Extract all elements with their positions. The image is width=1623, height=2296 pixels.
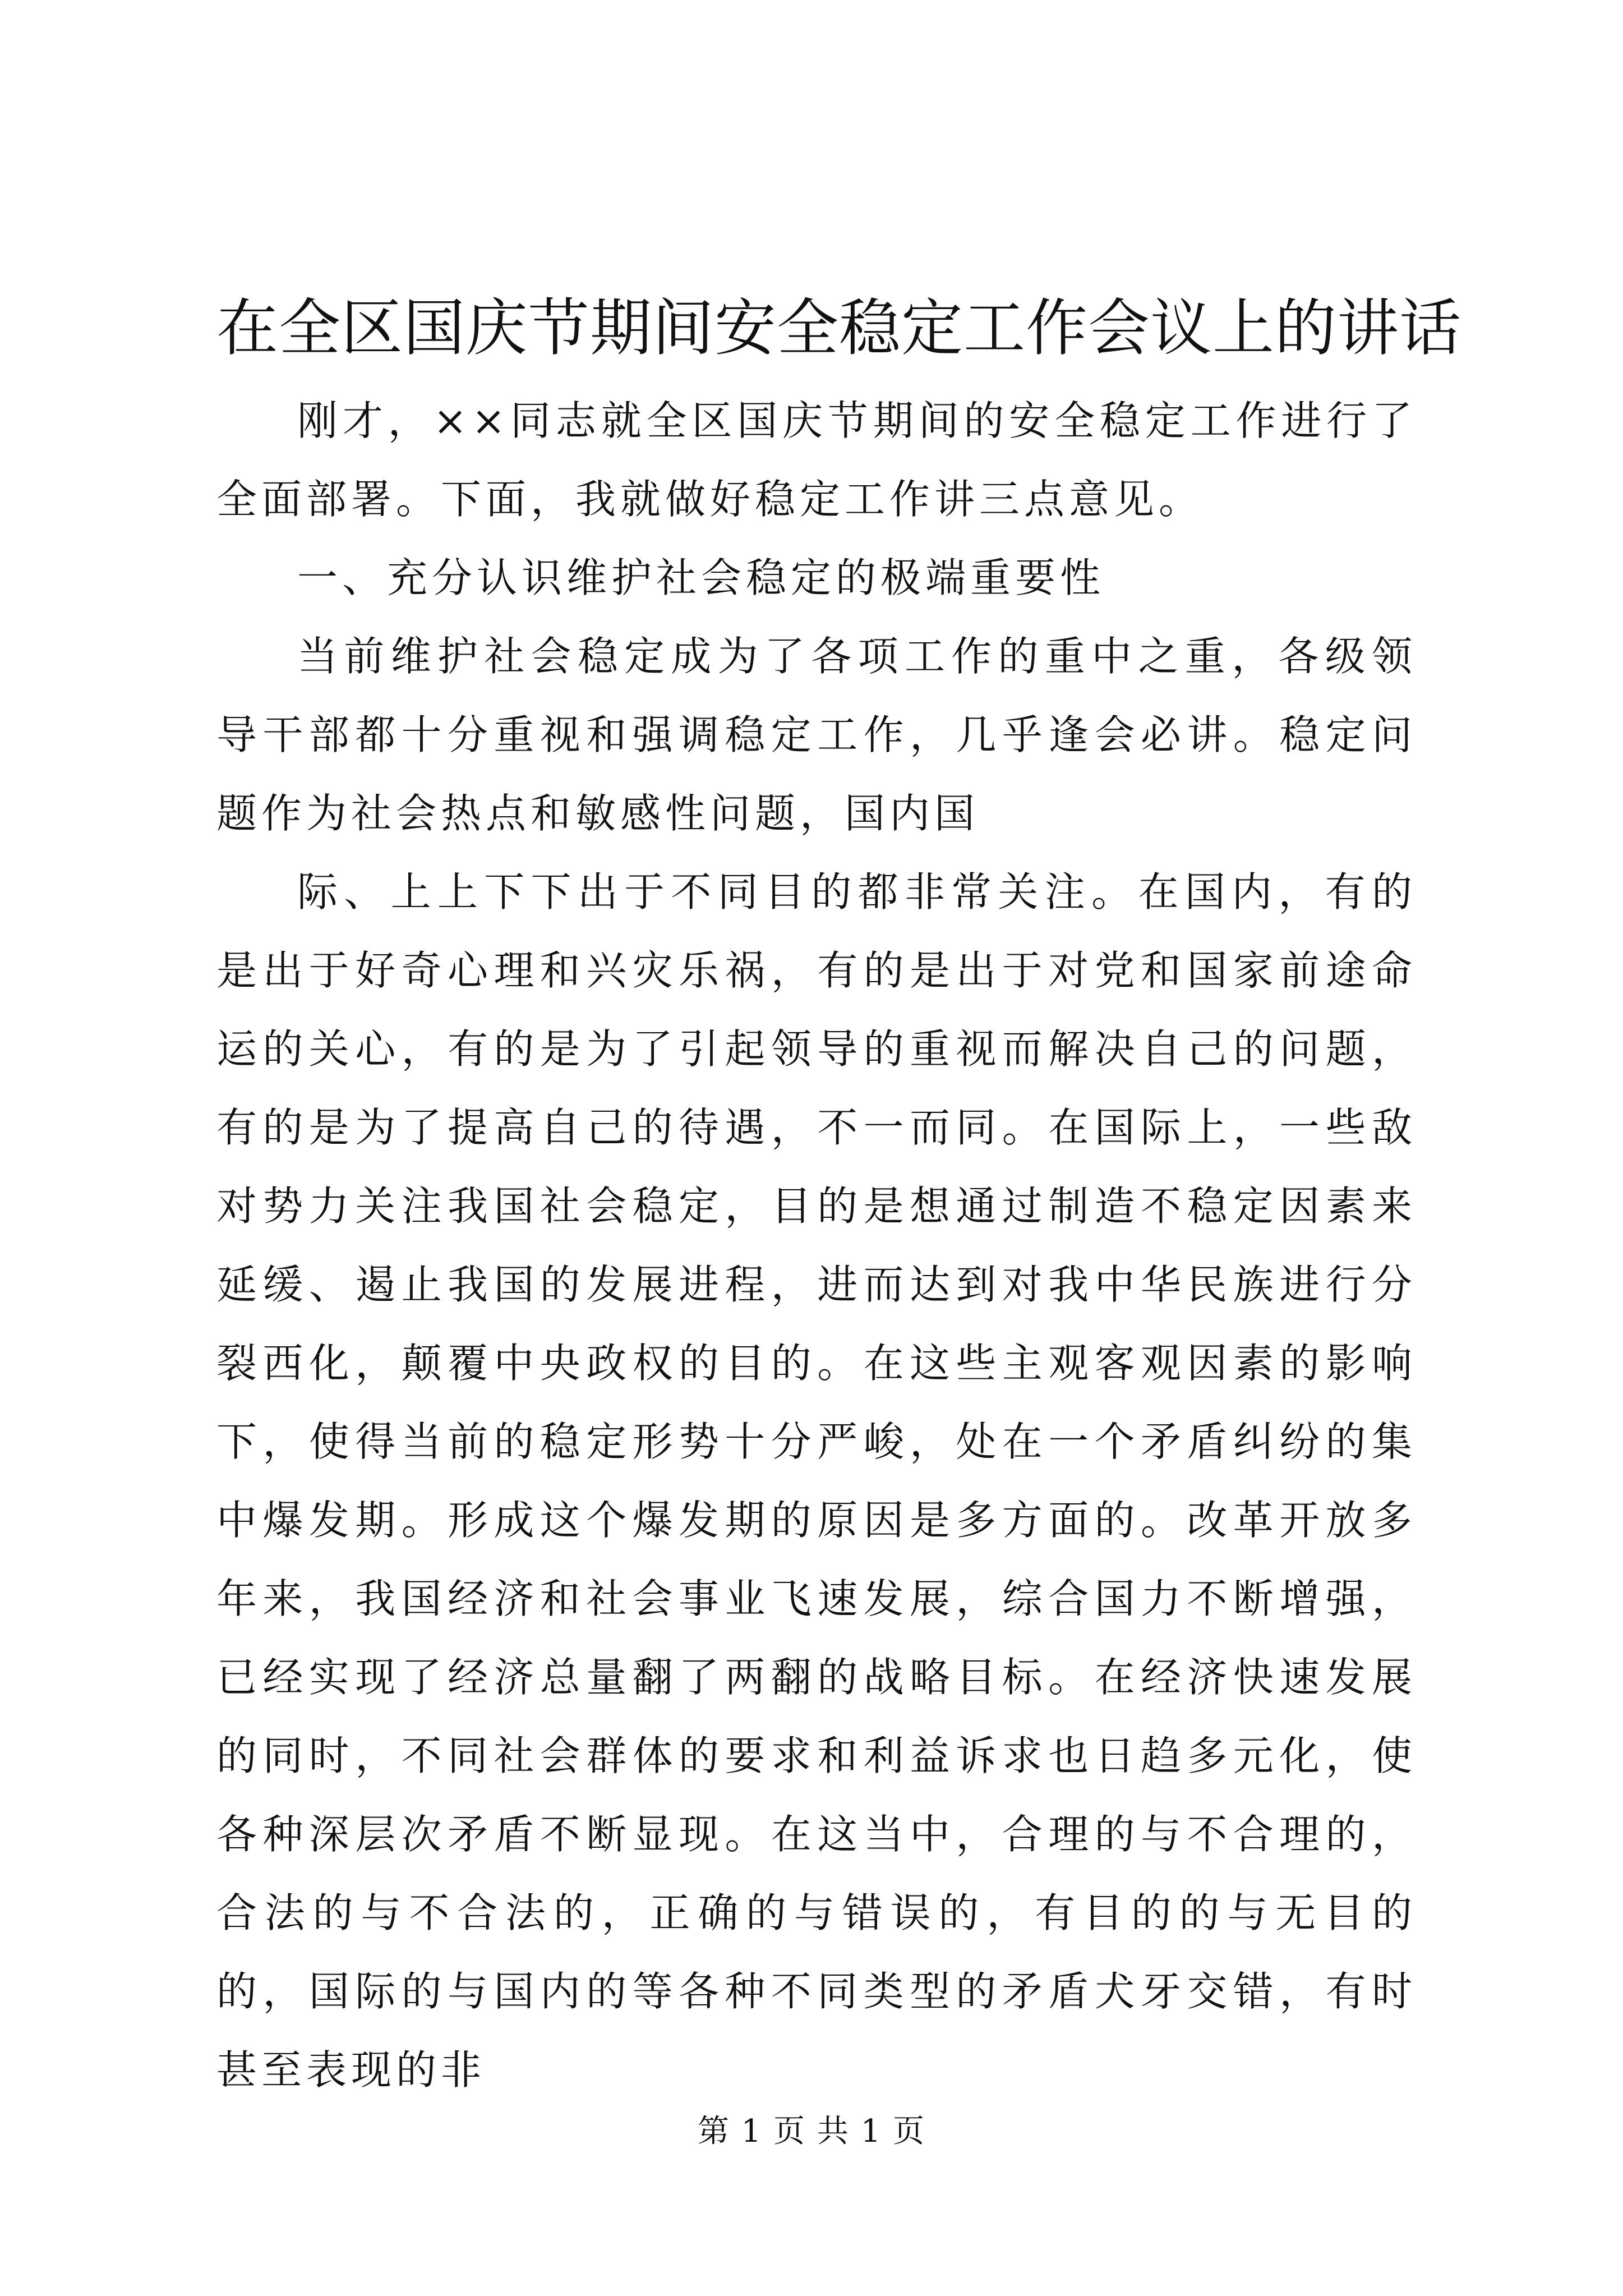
document-body bbox=[216, 381, 1417, 2109]
page-footer: 第 1 页 共 1 页 bbox=[697, 2113, 926, 2150]
document-title: 在全区国庆节期间安全稳定工作会议上的讲话 bbox=[216, 292, 1461, 364]
paragraph-intro: 刚才，××同志就全区国庆节期间的安全稳定工作进行了全面部署。下面，我就做好稳定工作讲三点意见。 bbox=[216, 397, 1417, 523]
paragraph-2: 际、上上下下出于不同目的都非常关注。在国内，有的是出于好奇心理和兴灾乐祸，有的是出于对党和国家前途命运的关心，有的是为了引起领导的重视而解决自己的问题，有的是为了提高自己的待遇，不一而同。在国际上，一些敌对势力关注我国社会稳定，目的是想通过制造不稳定因素来延缓、遏止我国的发展进程，进而达到对我中华民族进行分裂西化，颠覆中央政权的目的。在这些主观客观因素的影响下，使得当前的稳定形势十分严峻，处在一个矛盾纠纷的集中爆发期。形成这个爆发期的原因是多方面的。改革开放多年来，我国经济和社会事业飞速发展，综合国力不断增强，已经实现了经济总量翻了两翻的战略目标。在经济快速发展的同时，不同社会群体的要求和利益诉求也日趋多元化，使各种深层次矛盾不断显现。在这当中，合理的与不合理的，合法的与不合法的，正确的与错误的，有目的的与无目的的，国际的与国内的等各种不同类型的矛盾犬牙交错，有时甚至表现的非 bbox=[216, 868, 1417, 2093]
paragraph-1: 当前维护社会稳定成为了各项工作的重中之重，各级领导干部都十分重视和强调稳定工作，几乎逢会必讲。稳定问题作为社会热点和敏感性问题，国内国 bbox=[216, 633, 1417, 837]
section-heading-1: 一、充分认识维护社会稳定的极端重要性 bbox=[297, 554, 1105, 601]
